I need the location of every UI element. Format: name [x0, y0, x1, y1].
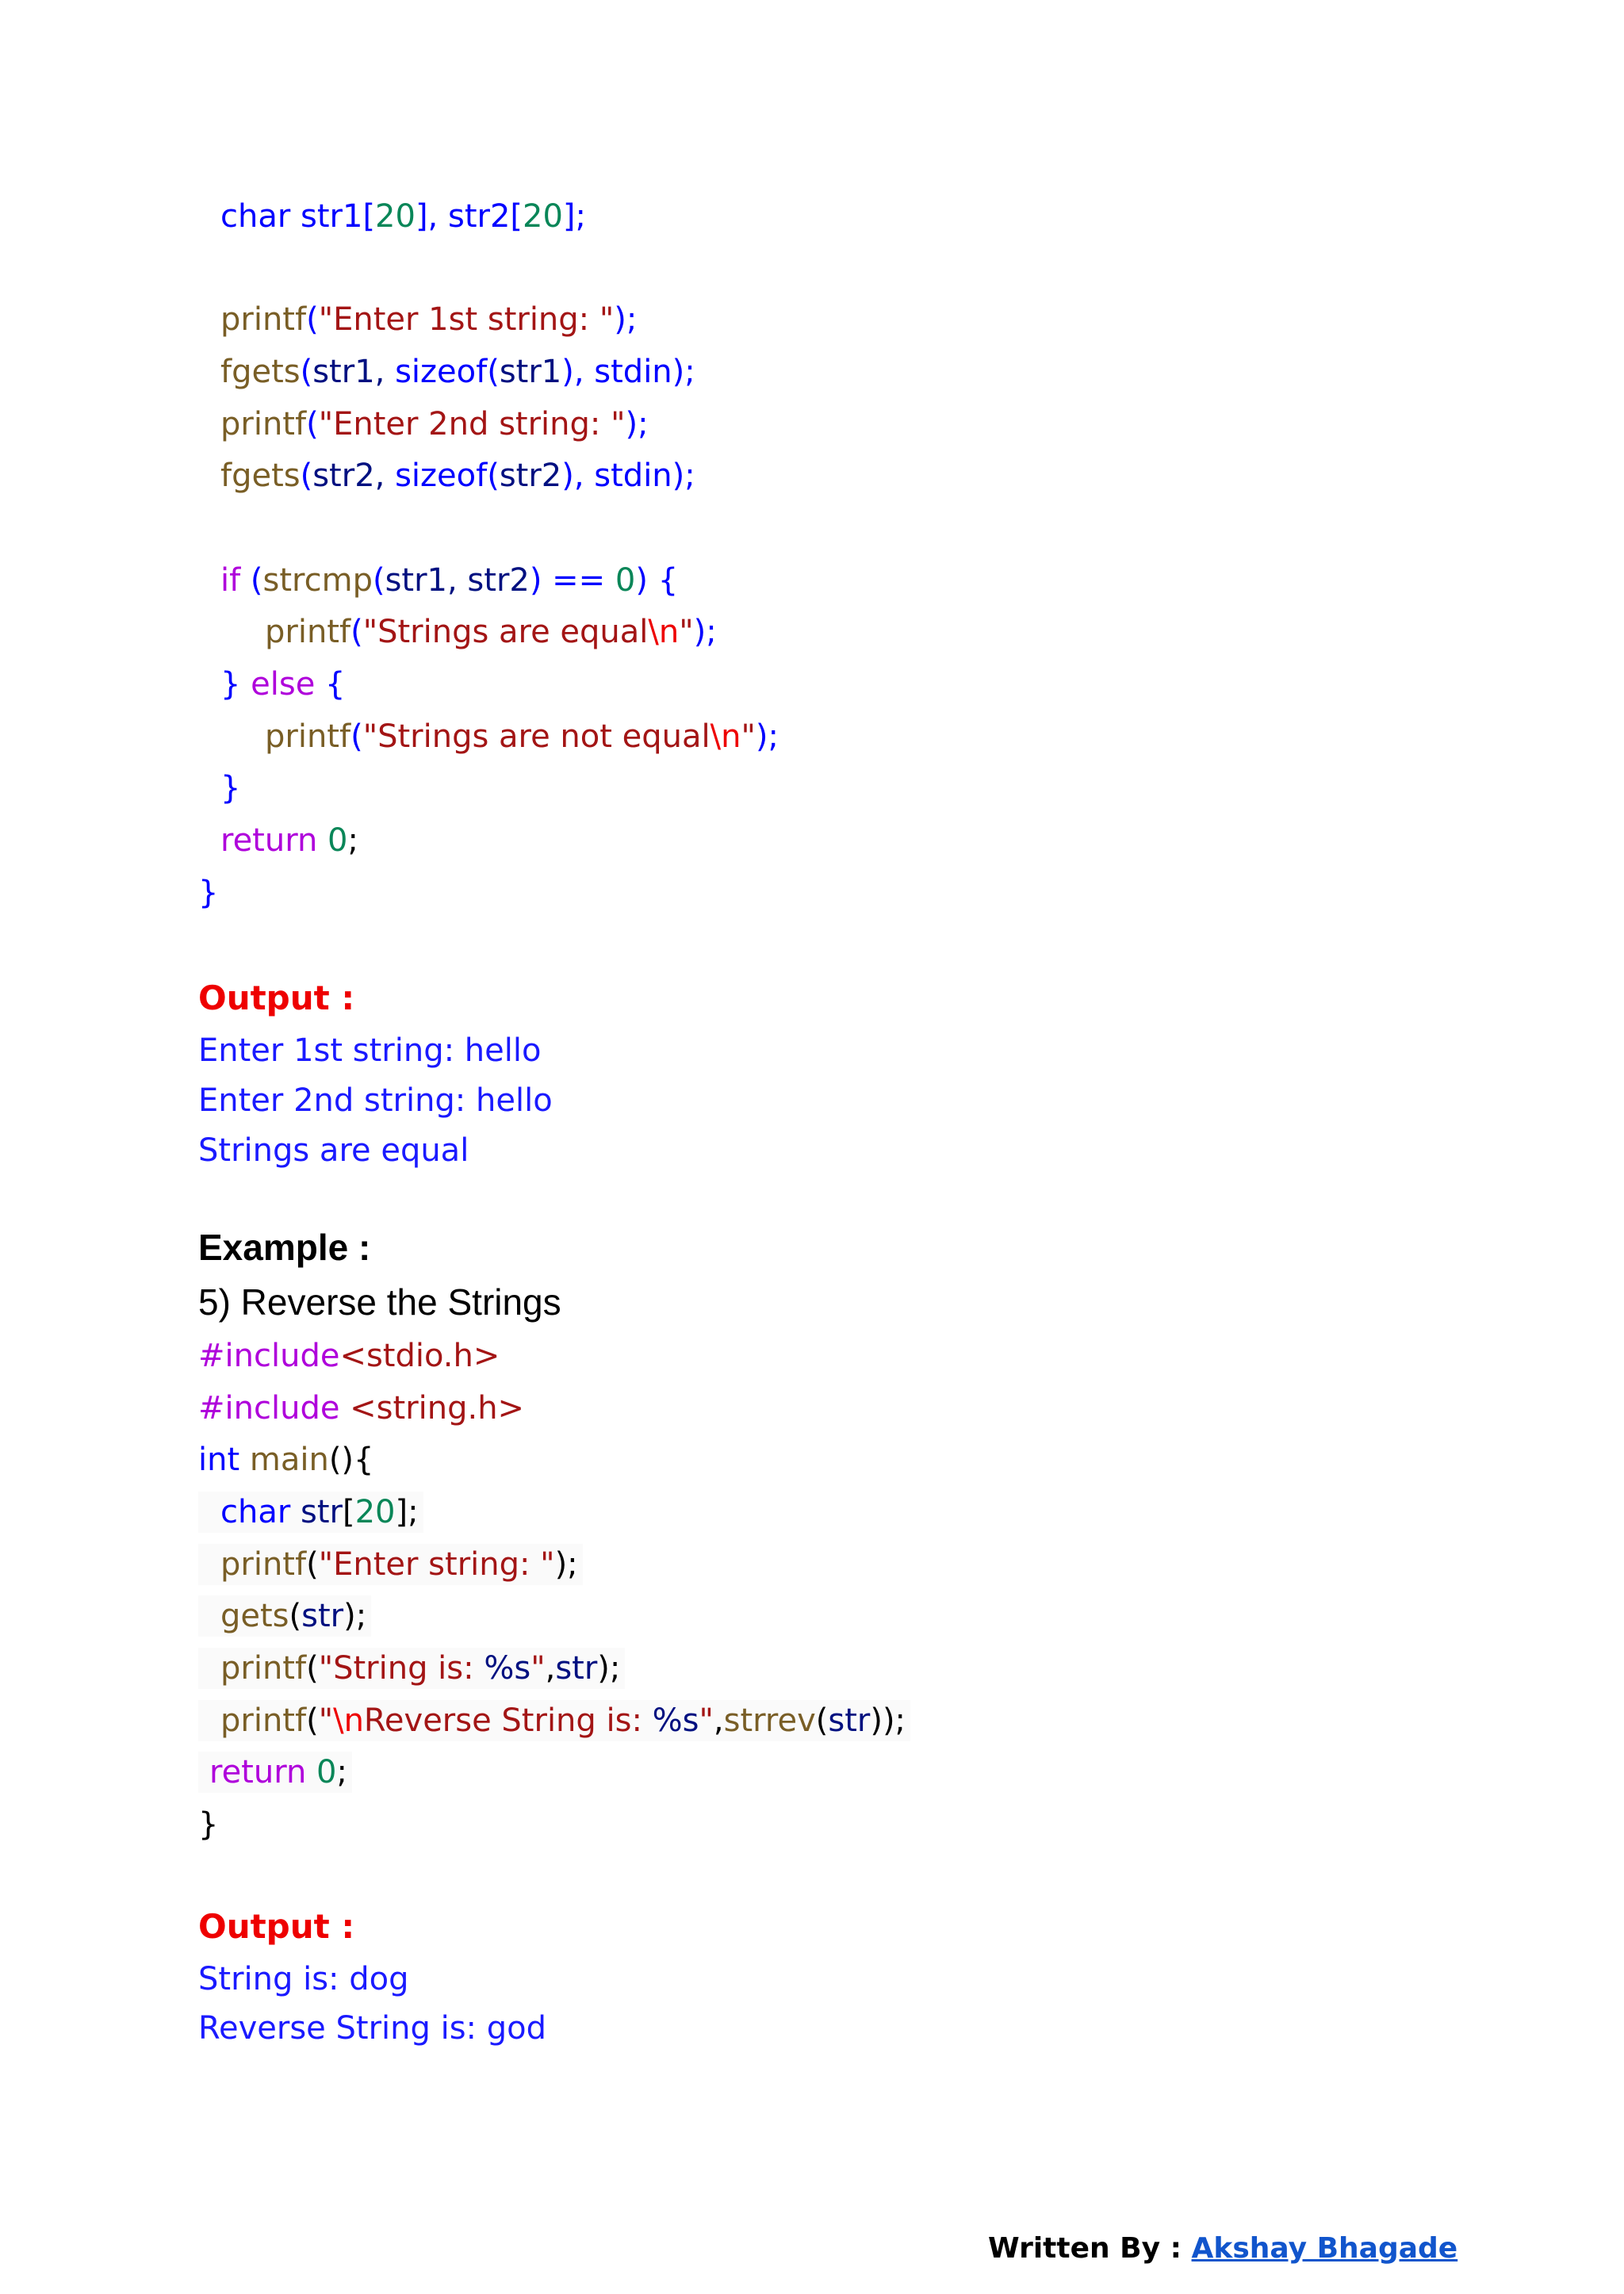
code-token: str	[828, 1702, 871, 1739]
code-token: str1	[499, 354, 562, 390]
code-line	[198, 1700, 910, 1741]
footer-credit	[988, 2232, 1457, 2265]
code-token: );	[343, 1598, 367, 1634]
code-token: int	[198, 1442, 240, 1478]
code-token: strrev	[723, 1702, 816, 1739]
code-token: ));	[870, 1702, 906, 1739]
code-token: Reverse String is:	[363, 1702, 653, 1739]
code-token: ) {	[635, 562, 679, 599]
code-token	[290, 1494, 301, 1530]
code-token: char str1	[220, 198, 363, 235]
code-token: "Enter 2nd string: "	[318, 406, 626, 442]
code-token: (	[350, 718, 363, 755]
code-token: "Strings are equal	[362, 614, 649, 650]
output-line: String is: dog	[198, 1961, 409, 1997]
code-token: );	[597, 1650, 621, 1687]
output-heading: Output :	[198, 1907, 355, 1946]
output-line: Reverse String is: god	[198, 2010, 546, 2047]
code-token: [	[510, 198, 523, 235]
code-token: );	[625, 406, 649, 442]
code-token: return	[220, 822, 318, 859]
code-token: 0	[327, 822, 348, 859]
code-token: str	[301, 1494, 343, 1530]
code-token: return	[209, 1754, 307, 1790]
code-token: );	[672, 354, 695, 390]
code-token: \n	[333, 1702, 364, 1739]
code-token: "	[699, 1702, 714, 1739]
code-token: %s	[652, 1702, 699, 1739]
code-token: fgets	[220, 458, 301, 494]
code-token: (	[300, 354, 313, 390]
code-token: str2,	[312, 458, 396, 494]
code-token: ),	[561, 458, 595, 494]
code-token: }	[198, 875, 219, 911]
code-token: gets	[220, 1598, 289, 1634]
code-line	[220, 455, 695, 496]
code-token: "Strings are not equal	[362, 718, 710, 755]
code-token: (	[372, 562, 385, 599]
code-token: printf	[220, 301, 307, 338]
code-line	[198, 1752, 352, 1793]
code-token: "	[741, 718, 756, 755]
code-token: #include	[198, 1390, 340, 1427]
code-token: }	[198, 1806, 219, 1843]
code-token: 20	[375, 198, 416, 235]
output-line: Enter 2nd string: hello	[198, 1082, 553, 1119]
code-token: \n	[648, 614, 680, 650]
code-token: printf	[220, 1546, 307, 1583]
code-line	[220, 404, 649, 445]
code-token: (	[350, 614, 363, 650]
code-token: (	[487, 354, 500, 390]
code-token: ,	[713, 1702, 724, 1739]
code-token: printf	[265, 614, 351, 650]
code-line	[198, 1439, 374, 1480]
code-token: ;	[347, 822, 358, 859]
code-token: fgets	[220, 354, 301, 390]
code-token: \n	[710, 718, 741, 755]
code-token: str1, str2	[385, 562, 530, 599]
code-token: (	[289, 1598, 302, 1634]
code-token: <string.h>	[339, 1390, 525, 1427]
code-token: 0	[615, 562, 636, 599]
code-token: printf	[220, 1702, 307, 1739]
code-token: main	[249, 1442, 329, 1478]
code-line	[220, 768, 240, 809]
code-token	[239, 1442, 250, 1478]
code-token	[317, 822, 327, 859]
code-token: %s	[484, 1650, 531, 1687]
code-token: (	[306, 1546, 319, 1583]
code-token: );	[755, 718, 779, 755]
code-token: );	[554, 1546, 578, 1583]
code-token: ) ==	[529, 562, 615, 599]
code-line	[265, 611, 717, 653]
code-line	[198, 1492, 423, 1533]
code-token: (	[487, 458, 500, 494]
output-heading: Output :	[198, 978, 355, 1017]
code-token: (	[240, 562, 263, 599]
code-token: );	[672, 458, 695, 494]
code-line	[220, 664, 346, 705]
code-line	[220, 560, 678, 601]
code-token: (	[306, 1702, 319, 1739]
code-token: stdin	[594, 354, 672, 390]
code-token: str2	[499, 458, 562, 494]
code-token: "	[318, 1702, 334, 1739]
code-line	[198, 1335, 500, 1377]
code-token: #include	[198, 1338, 340, 1374]
code-line	[220, 820, 358, 861]
output-line: Enter 1st string: hello	[198, 1032, 542, 1069]
code-token: printf	[220, 406, 307, 442]
code-token: printf	[220, 1650, 307, 1687]
code-token: char	[220, 1494, 291, 1530]
code-token: 20	[354, 1494, 396, 1530]
code-line	[198, 1595, 371, 1637]
code-token: if	[220, 562, 241, 599]
code-token: (	[306, 1650, 319, 1687]
code-token	[306, 1754, 316, 1790]
code-line	[265, 716, 779, 757]
code-token: 0	[316, 1754, 337, 1790]
code-token: [	[343, 1494, 355, 1530]
code-line	[198, 1648, 625, 1689]
code-token: str1,	[312, 354, 396, 390]
output-line: Strings are equal	[198, 1132, 469, 1169]
code-line	[198, 1544, 583, 1585]
code-token: ;	[336, 1754, 347, 1790]
code-token: 20	[523, 198, 563, 235]
code-token: [	[362, 198, 376, 235]
code-token: }	[220, 666, 251, 703]
example-heading: Example :	[198, 1227, 371, 1268]
code-token: (){	[328, 1442, 374, 1478]
code-token: else	[251, 666, 316, 703]
code-token: stdin	[594, 458, 672, 494]
code-line	[198, 1388, 524, 1429]
code-token: ),	[561, 354, 595, 390]
footer-label: Written By :	[988, 2232, 1192, 2265]
code-token: "String is:	[318, 1650, 485, 1687]
code-token: sizeof	[395, 458, 488, 494]
code-token: str	[555, 1650, 598, 1687]
code-token: "	[679, 614, 694, 650]
code-token: (	[306, 406, 319, 442]
code-line	[198, 872, 218, 913]
code-token: "	[530, 1650, 546, 1687]
code-line	[220, 351, 695, 393]
code-token: (	[306, 301, 319, 338]
code-token: ];	[562, 198, 587, 235]
code-token: (	[815, 1702, 829, 1739]
code-token: strcmp	[262, 562, 373, 599]
code-token: "Enter string: "	[318, 1546, 555, 1583]
code-token: {	[315, 666, 346, 703]
code-token: );	[693, 614, 717, 650]
code-token: str	[301, 1598, 344, 1634]
author-link[interactable]: Akshay Bhagade	[1191, 2232, 1458, 2265]
code-token: (	[300, 458, 313, 494]
code-token: );	[614, 301, 638, 338]
example-subtitle: 5) Reverse the Strings	[198, 1281, 561, 1323]
code-token: printf	[265, 718, 351, 755]
code-token: <stdio.h>	[339, 1338, 500, 1374]
code-token: ];	[395, 1494, 419, 1530]
code-line	[220, 196, 586, 237]
code-token: "Enter 1st string: "	[318, 301, 615, 338]
code-token: ,	[545, 1650, 556, 1687]
code-line	[198, 1804, 218, 1845]
code-line	[220, 299, 637, 340]
code-token: }	[220, 770, 241, 806]
code-token: sizeof	[395, 354, 488, 390]
code-token: ], str2	[415, 198, 511, 235]
